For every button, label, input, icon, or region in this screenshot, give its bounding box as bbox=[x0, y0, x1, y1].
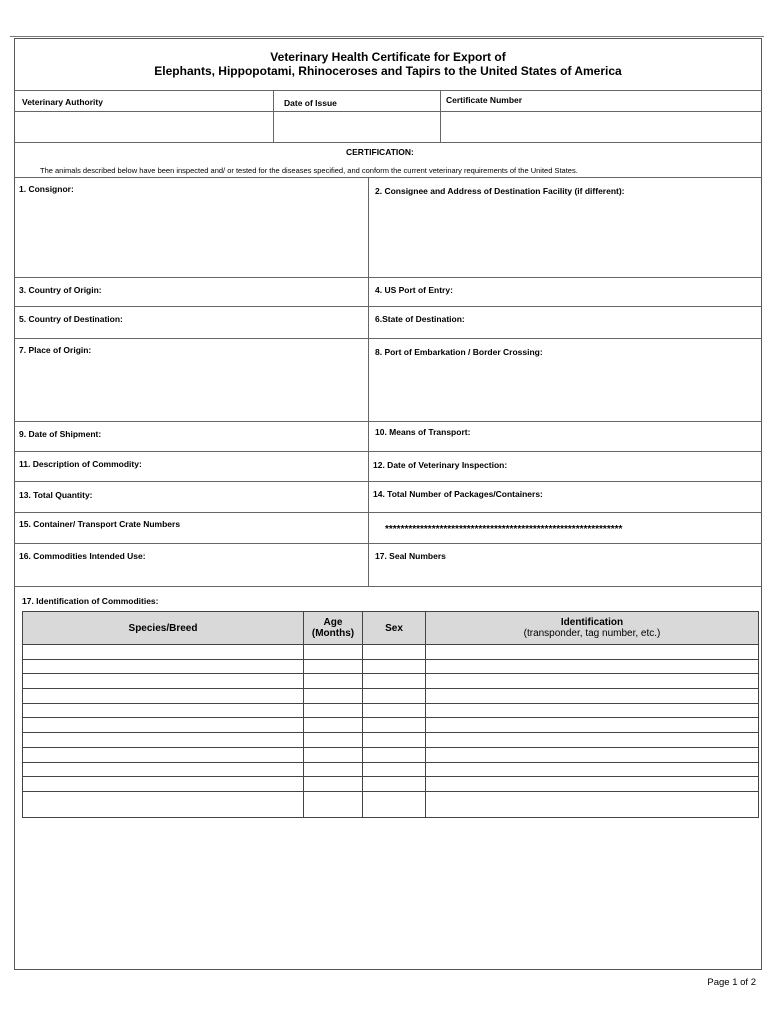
identification-cell[interactable] bbox=[426, 762, 759, 777]
sex-cell[interactable] bbox=[363, 777, 426, 792]
age-cell[interactable] bbox=[304, 762, 363, 777]
identification-table bbox=[22, 611, 759, 818]
divider bbox=[14, 512, 762, 513]
certification-heading: CERTIFICATION: bbox=[346, 147, 414, 157]
species-cell[interactable] bbox=[23, 791, 304, 817]
age-cell[interactable] bbox=[304, 718, 363, 733]
table-row bbox=[23, 703, 759, 718]
age-cell[interactable] bbox=[304, 659, 363, 674]
age-cell[interactable] bbox=[304, 747, 363, 762]
us-port-of-entry-label: 4. US Port of Entry: bbox=[375, 285, 453, 295]
species-cell[interactable] bbox=[23, 733, 304, 748]
species-cell[interactable] bbox=[23, 703, 304, 718]
total-packages-label: 14. Total Number of Packages/Containers: bbox=[373, 489, 543, 499]
table-row bbox=[23, 689, 759, 704]
age-header bbox=[304, 612, 363, 645]
means-of-transport-label: 10. Means of Transport: bbox=[375, 427, 471, 437]
identification-cell[interactable] bbox=[426, 689, 759, 704]
state-of-destination-label: 6.State of Destination: bbox=[375, 314, 465, 324]
date-of-shipment-label: 9. Date of Shipment: bbox=[19, 429, 102, 439]
age-cell[interactable] bbox=[304, 777, 363, 792]
seal-numbers-label: 17. Seal Numbers bbox=[375, 551, 446, 561]
sex-cell[interactable] bbox=[363, 791, 426, 817]
sex-header: Sex bbox=[363, 612, 426, 645]
sex-cell[interactable] bbox=[363, 703, 426, 718]
divider bbox=[14, 306, 762, 307]
divider bbox=[14, 142, 762, 143]
sex-cell[interactable] bbox=[363, 718, 426, 733]
divider bbox=[14, 90, 762, 91]
title-line-2: Elephants, Hippopotami, Rhinoceroses and Tapirs to the United States of America bbox=[154, 64, 622, 78]
identification-cell[interactable] bbox=[426, 791, 759, 817]
species-breed-header: Species/Breed bbox=[23, 612, 304, 645]
date-of-veterinary-inspection-label: 12. Date of Veterinary Inspection: bbox=[373, 460, 508, 470]
date-of-issue-field[interactable] bbox=[275, 113, 438, 140]
species-cell[interactable] bbox=[23, 777, 304, 792]
identification-header bbox=[426, 612, 759, 645]
divider bbox=[14, 586, 762, 587]
table-row bbox=[23, 791, 759, 817]
sex-cell[interactable] bbox=[363, 733, 426, 748]
title-line-1: Veterinary Health Certificate for Export of bbox=[270, 50, 506, 64]
identification-cell[interactable] bbox=[426, 674, 759, 689]
divider bbox=[14, 177, 762, 178]
species-cell[interactable] bbox=[23, 718, 304, 733]
table-row bbox=[23, 777, 759, 792]
identification-of-commodities-label: 17. Identification of Commodities: bbox=[22, 596, 159, 606]
age-cell[interactable] bbox=[304, 733, 363, 748]
identification-cell[interactable] bbox=[426, 659, 759, 674]
identification-cell[interactable] bbox=[426, 718, 759, 733]
table-row bbox=[23, 718, 759, 733]
age-cell[interactable] bbox=[304, 703, 363, 718]
divider bbox=[14, 338, 762, 339]
veterinary-authority-field[interactable] bbox=[16, 113, 271, 140]
identification-sub-label: (transponder, tag number, etc.) bbox=[523, 628, 661, 639]
identification-cell[interactable] bbox=[426, 703, 759, 718]
divider bbox=[440, 90, 441, 142]
page-number: Page 1 of 2 bbox=[707, 977, 756, 988]
consignor-label: 1. Consignor: bbox=[19, 184, 74, 194]
identification-cell[interactable] bbox=[426, 733, 759, 748]
divider bbox=[14, 277, 762, 278]
place-of-origin-label: 7. Place of Origin: bbox=[19, 345, 92, 355]
identification-header-label: Identification bbox=[560, 617, 624, 628]
table-row bbox=[23, 747, 759, 762]
sex-cell[interactable] bbox=[363, 689, 426, 704]
table-row bbox=[23, 645, 759, 660]
sex-cell[interactable] bbox=[363, 747, 426, 762]
divider bbox=[14, 543, 762, 544]
species-cell[interactable] bbox=[23, 645, 304, 660]
top-rule bbox=[10, 36, 764, 37]
certificate-number-field[interactable] bbox=[442, 113, 760, 140]
identification-cell[interactable] bbox=[426, 777, 759, 792]
species-cell[interactable] bbox=[23, 747, 304, 762]
divider bbox=[14, 451, 762, 452]
species-cell[interactable] bbox=[23, 689, 304, 704]
identification-cell[interactable] bbox=[426, 747, 759, 762]
divider bbox=[273, 90, 274, 142]
species-cell[interactable] bbox=[23, 674, 304, 689]
crate-numbers-stars: ************************************************************* bbox=[385, 524, 623, 535]
age-cell[interactable] bbox=[304, 645, 363, 660]
consignee-label: 2. Consignee and Address of Destination Facility (if different): bbox=[375, 186, 625, 196]
age-unit-label: (Months) bbox=[311, 628, 355, 639]
description-of-commodity-label: 11. Description of Commodity: bbox=[19, 459, 142, 469]
age-cell[interactable] bbox=[304, 674, 363, 689]
divider bbox=[14, 481, 762, 482]
container-crate-numbers-label: 15. Container/ Transport Crate Numbers bbox=[19, 519, 181, 529]
sex-cell[interactable] bbox=[363, 674, 426, 689]
identification-cell[interactable] bbox=[426, 645, 759, 660]
table-row bbox=[23, 733, 759, 748]
table-row bbox=[23, 674, 759, 689]
table-row bbox=[23, 659, 759, 674]
column-divider bbox=[368, 177, 369, 586]
date-of-issue-label: Date of Issue bbox=[284, 98, 337, 108]
age-cell[interactable] bbox=[304, 689, 363, 704]
divider bbox=[14, 421, 762, 422]
age-cell[interactable] bbox=[304, 791, 363, 817]
certificate-number-label: Certificate Number bbox=[446, 95, 523, 105]
divider bbox=[14, 111, 762, 112]
veterinary-authority-label: Veterinary Authority bbox=[22, 97, 103, 107]
table-row bbox=[23, 762, 759, 777]
species-cell[interactable] bbox=[23, 762, 304, 777]
species-cell[interactable] bbox=[23, 659, 304, 674]
sex-cell[interactable] bbox=[363, 645, 426, 660]
sex-cell[interactable] bbox=[363, 659, 426, 674]
country-of-destination-label: 5. Country of Destination: bbox=[19, 314, 123, 324]
intended-use-label: 16. Commodities Intended Use: bbox=[19, 551, 146, 561]
port-of-embarkation-label: 8. Port of Embarkation / Border Crossing: bbox=[375, 347, 543, 357]
sex-cell[interactable] bbox=[363, 762, 426, 777]
country-of-origin-label: 3. Country of Origin: bbox=[19, 285, 102, 295]
age-header-label: Age bbox=[323, 617, 343, 628]
certification-statement: The animals described below have been inspected and/ or tested for the diseases specified, and conform the current veterinary requirements of the United States. bbox=[40, 166, 578, 175]
total-quantity-label: 13. Total Quantity: bbox=[19, 490, 93, 500]
